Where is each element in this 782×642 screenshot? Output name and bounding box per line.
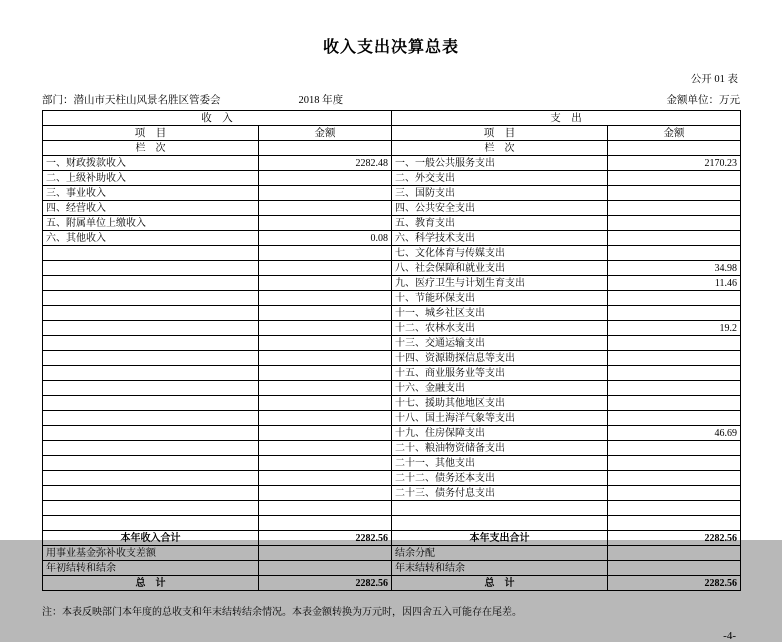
footer-income-amount-cell <box>259 546 392 561</box>
table-lane-row <box>43 141 741 156</box>
expense-amount-cell <box>608 471 741 486</box>
expense-item-cell: 十九、住房保障支出 <box>392 426 608 441</box>
table-row <box>43 156 741 171</box>
fiscal-year: 2018 年度 <box>298 95 344 106</box>
footer-income-item-cell: 本年收入合计 <box>43 531 259 546</box>
expense-amount-cell: 34.98 <box>608 261 741 276</box>
expense-amount-cell <box>608 366 741 381</box>
expense-item-cell: 二十二、债务还本支出 <box>392 471 608 486</box>
income-amount-cell <box>259 201 392 216</box>
footer-income-amount-cell <box>259 561 392 576</box>
expense-amount-cell: 19.2 <box>608 321 741 336</box>
table-row <box>43 456 741 471</box>
footer-income-item-cell: 总 计 <box>43 576 259 591</box>
table-row <box>43 351 741 366</box>
income-item-cell: 二、上级补助收入 <box>43 171 259 186</box>
expense-amount-cell <box>608 441 741 456</box>
budget-table <box>42 110 741 591</box>
table-row <box>43 201 741 216</box>
income-amount-cell <box>259 366 392 381</box>
table-column-header-row <box>43 126 741 141</box>
expense-amount-cell <box>608 171 741 186</box>
expense-item-cell: 十一、城乡社区支出 <box>392 306 608 321</box>
table-row <box>43 291 741 306</box>
expense-item-cell: 二十、粮油物资储备支出 <box>392 441 608 456</box>
expense-item-cell: 十、节能环保支出 <box>392 291 608 306</box>
expense-amount-cell <box>608 336 741 351</box>
income-item-cell <box>43 261 259 276</box>
income-amount-cell <box>259 261 392 276</box>
footer-expense-amount-cell: 2282.56 <box>608 531 741 546</box>
income-item-cell <box>43 381 259 396</box>
expense-item-cell: 十三、交通运输支出 <box>392 336 608 351</box>
table-row <box>43 261 741 276</box>
footer-income-amount-cell: 2282.56 <box>259 576 392 591</box>
income-amount-cell <box>259 291 392 306</box>
expense-item-cell: 七、文化体育与传媒支出 <box>392 246 608 261</box>
expense-amount-cell <box>608 396 741 411</box>
table-footer-row <box>43 561 741 576</box>
table-footer-row <box>43 576 741 591</box>
expense-item-cell: 五、教育支出 <box>392 216 608 231</box>
lane-number-income-amount <box>259 141 392 156</box>
page-number: -4- <box>723 630 736 642</box>
group-header-expense: 支 出 <box>392 111 741 126</box>
income-amount-cell <box>259 171 392 186</box>
table-note: 注：本表反映部门本年度的总收支和年末结转结余情况。本表金额转换为万元时，因四舍五入可能存在尾差。 <box>42 607 522 618</box>
income-item-cell <box>43 486 259 501</box>
income-item-cell <box>43 321 259 336</box>
expense-amount-cell: 46.69 <box>608 426 741 441</box>
income-item-cell <box>43 246 259 261</box>
income-amount-cell <box>259 441 392 456</box>
expense-amount-cell <box>608 501 741 516</box>
table-row <box>43 366 741 381</box>
expense-amount-cell <box>608 186 741 201</box>
col-header-income-amount: 金额 <box>259 126 392 141</box>
income-amount-cell <box>259 306 392 321</box>
income-item-cell <box>43 516 259 531</box>
expense-item-cell: 九、医疗卫生与计划生育支出 <box>392 276 608 291</box>
expense-item-cell: 二十三、债务付息支出 <box>392 486 608 501</box>
expense-item-cell: 十六、金融支出 <box>392 381 608 396</box>
public-form-number: 公开 01 表 <box>690 74 738 85</box>
income-item-cell <box>43 351 259 366</box>
table-row <box>43 441 741 456</box>
income-amount-cell <box>259 246 392 261</box>
table-row <box>43 186 741 201</box>
table-row <box>43 381 741 396</box>
table-row <box>43 471 741 486</box>
income-item-cell: 四、经营收入 <box>43 201 259 216</box>
expense-amount-cell: 11.46 <box>608 276 741 291</box>
department-value: 潜山市天柱山风景名胜区管委会 <box>73 95 221 106</box>
income-amount-cell <box>259 276 392 291</box>
expense-item-cell: 十二、农林水支出 <box>392 321 608 336</box>
income-item-cell: 一、财政拨款收入 <box>43 156 259 171</box>
table-row <box>43 306 741 321</box>
expense-item-cell: 八、社会保障和就业支出 <box>392 261 608 276</box>
income-amount-cell <box>259 186 392 201</box>
income-item-cell <box>43 306 259 321</box>
lane-label-income: 栏 次 <box>43 141 259 156</box>
footer-income-item-cell: 用事业基金弥补收支差额 <box>43 546 259 561</box>
expense-amount-cell <box>608 486 741 501</box>
col-header-income-item: 项 目 <box>43 126 259 141</box>
footer-income-item-cell: 年初结转和结余 <box>43 561 259 576</box>
lane-label-expense: 栏 次 <box>392 141 608 156</box>
income-amount-cell <box>259 501 392 516</box>
income-item-cell <box>43 426 259 441</box>
expense-amount-cell <box>608 246 741 261</box>
table-row <box>43 216 741 231</box>
col-header-expense-amount: 金额 <box>608 126 741 141</box>
col-header-expense-item: 项 目 <box>392 126 608 141</box>
income-amount-cell <box>259 396 392 411</box>
amount-unit: 金额单位：万元 <box>666 95 740 106</box>
footer-expense-item-cell: 本年支出合计 <box>392 531 608 546</box>
footer-expense-item-cell: 总 计 <box>392 576 608 591</box>
income-amount-cell <box>259 216 392 231</box>
table-row <box>43 486 741 501</box>
income-amount-cell <box>259 456 392 471</box>
income-item-cell <box>43 501 259 516</box>
table-row <box>43 171 741 186</box>
expense-item-cell <box>392 501 608 516</box>
footer-income-amount-cell: 2282.56 <box>259 531 392 546</box>
expense-item-cell: 二、外交支出 <box>392 171 608 186</box>
income-item-cell: 五、附属单位上缴收入 <box>43 216 259 231</box>
expense-amount-cell <box>608 291 741 306</box>
expense-amount-cell <box>608 411 741 426</box>
footer-expense-item-cell: 年末结转和结余 <box>392 561 608 576</box>
footer-expense-amount-cell <box>608 546 741 561</box>
expense-item-cell: 四、公共安全支出 <box>392 201 608 216</box>
income-item-cell <box>43 411 259 426</box>
table-footer-row <box>43 546 741 561</box>
table-group-header-row <box>43 111 741 126</box>
expense-amount-cell <box>608 456 741 471</box>
table-row <box>43 246 741 261</box>
income-item-cell <box>43 276 259 291</box>
table-row <box>43 321 741 336</box>
table-row <box>43 411 741 426</box>
footer-expense-item-cell: 结余分配 <box>392 546 608 561</box>
department-label: 部门：潜山市天柱山风景名胜区管委会 <box>42 95 221 106</box>
meta-row <box>42 92 740 107</box>
expense-item-cell: 十四、资源勘探信息等支出 <box>392 351 608 366</box>
income-amount-cell <box>259 321 392 336</box>
expense-amount-cell: 2170.23 <box>608 156 741 171</box>
page-title: 收入支出决算总表 <box>322 39 459 56</box>
expense-amount-cell <box>608 201 741 216</box>
table-row <box>43 426 741 441</box>
income-item-cell: 三、事业收入 <box>43 186 259 201</box>
expense-item-cell: 十八、国土海洋气象等支出 <box>392 411 608 426</box>
expense-amount-cell <box>608 231 741 246</box>
income-amount-cell <box>259 381 392 396</box>
income-amount-cell: 2282.48 <box>259 156 392 171</box>
expense-amount-cell <box>608 516 741 531</box>
expense-item-cell: 十七、援助其他地区支出 <box>392 396 608 411</box>
sheet-content <box>42 8 740 642</box>
expense-amount-cell <box>608 216 741 231</box>
footer-expense-amount-cell: 2282.56 <box>608 576 741 591</box>
income-item-cell <box>43 396 259 411</box>
income-amount-cell <box>259 336 392 351</box>
expense-amount-cell <box>608 351 741 366</box>
income-amount-cell <box>259 426 392 441</box>
income-item-cell <box>43 441 259 456</box>
table-row <box>43 396 741 411</box>
table-row <box>43 501 741 516</box>
income-amount-cell <box>259 486 392 501</box>
table-row <box>43 336 741 351</box>
lane-number-expense-amount <box>608 141 741 156</box>
income-amount-cell <box>259 471 392 486</box>
income-item-cell <box>43 471 259 486</box>
income-amount-cell <box>259 411 392 426</box>
expense-item-cell: 十五、商业服务业等支出 <box>392 366 608 381</box>
table-footer-row <box>43 531 741 546</box>
expense-item-cell: 三、国防支出 <box>392 186 608 201</box>
expense-item-cell <box>392 516 608 531</box>
expense-item-cell: 二十一、其他支出 <box>392 456 608 471</box>
footer-expense-amount-cell <box>608 561 741 576</box>
income-amount-cell <box>259 351 392 366</box>
income-item-cell <box>43 291 259 306</box>
income-amount-cell <box>259 516 392 531</box>
expense-amount-cell <box>608 381 741 396</box>
group-header-income: 收 入 <box>43 111 392 126</box>
income-item-cell <box>43 366 259 381</box>
table-row <box>43 231 741 246</box>
expense-amount-cell <box>608 306 741 321</box>
income-item-cell <box>43 336 259 351</box>
expense-item-cell: 六、科学技术支出 <box>392 231 608 246</box>
table-row <box>43 516 741 531</box>
income-item-cell <box>43 456 259 471</box>
income-amount-cell: 0.08 <box>259 231 392 246</box>
table-row <box>43 276 741 291</box>
income-item-cell: 六、其他收入 <box>43 231 259 246</box>
expense-item-cell: 一、一般公共服务支出 <box>392 156 608 171</box>
